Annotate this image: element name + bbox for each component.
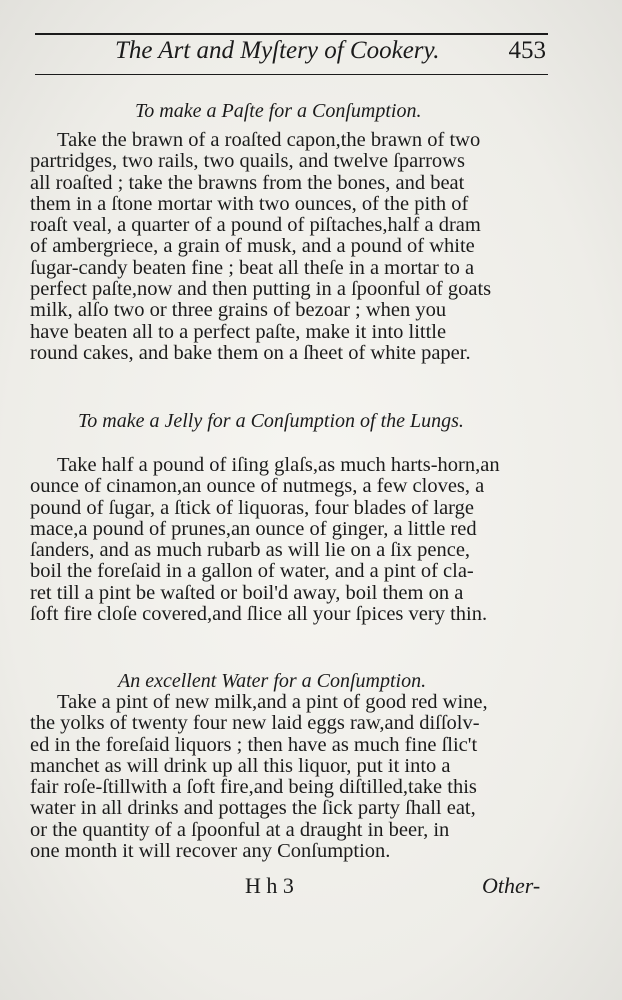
text-line: ounce of cinamon,an ounce of nutmegs, a few cloves, a xyxy=(30,475,485,498)
page-number: 453 xyxy=(508,37,546,64)
text-line: have beaten all to a perfect paſte, make it into little xyxy=(30,320,447,343)
text-line: the yolks of twenty four new laid eggs raw,and diſſolv- xyxy=(30,712,480,735)
text-line: boil the foreſaid in a gallon of water, and a pint of cla- xyxy=(30,560,474,583)
header-rule-bottom xyxy=(35,74,548,75)
text-line: Take half a pound of iſing glaſs,as much harts-horn,an xyxy=(57,454,500,476)
recipe-body xyxy=(30,692,540,862)
text-line: ret till a pint be waſted or boil'd away, boil them on a xyxy=(30,581,464,604)
text-line: ed in the foreſaid liquors ; then have as much fine ſlic't xyxy=(30,733,478,756)
text-line: milk, alſo two or three grains of bezoar ; when you xyxy=(30,299,447,322)
text-line: pound of ſugar, a ſtick of liquoras, four blades of large xyxy=(30,496,474,519)
catchword: Other- xyxy=(482,873,541,898)
text-line: mace,a pound of prunes,an ounce of ginger, a little red xyxy=(30,517,477,540)
recipe-heading: To make a Paſte for a Conſumption. xyxy=(135,100,422,122)
text-line: one month it will recover any Conſumption. xyxy=(30,840,391,863)
text-line: ſoft fire cloſe covered,and ſlice all your ſpices very thin. xyxy=(30,603,488,626)
text-line: Take the brawn of a roaſted capon,the brawn of two xyxy=(57,129,481,151)
page-header xyxy=(35,35,550,73)
text-line: roaſt veal, a quarter of a pound of piſtaches,half a dram xyxy=(30,214,481,237)
text-line: them in a ſtone mortar with two ounces, of the pith of xyxy=(30,192,469,215)
text-line: of ambergriece, a grain of musk, and a pound of white xyxy=(30,235,475,258)
running-title: The Art and Myſtery of Cookery. xyxy=(115,37,440,64)
signature-mark: H h 3 xyxy=(245,873,294,898)
recipe-body xyxy=(30,130,540,364)
recipe-heading: An excellent Water for a Conſumption. xyxy=(118,670,427,692)
text-line: or the quantity of a ſpoonful at a draught in beer, in xyxy=(30,818,450,841)
text-line: all roaſted ; take the brawns from the bones, and beat xyxy=(30,171,465,194)
text-line: Take a pint of new milk,and a pint of good red wine, xyxy=(57,691,488,713)
text-line: ſanders, and as much rubarb as will lie on a ſix pence, xyxy=(30,539,471,562)
text-line: fair roſe-ſtillwith a ſoft fire,and being diſtilled,take this xyxy=(30,776,477,799)
recipe-body xyxy=(30,455,540,625)
text-line: ſugar-candy beaten fine ; beat all theſe in a mortar to a xyxy=(30,256,475,279)
text-line: partridges, two rails, two quails, and twelve ſparrows xyxy=(30,150,465,173)
text-line: manchet as will drink up all this liquor, put it into a xyxy=(30,754,451,777)
text-line: perfect paſte,now and then putting in a ſpoonful of goats xyxy=(30,278,492,301)
recipe-heading: To make a Jelly for a Conſumption of the Lungs. xyxy=(78,410,464,432)
text-line: water in all drinks and pottages the ſick party ſhall eat, xyxy=(30,797,476,820)
text-line: round cakes, and bake them on a ſheet of white paper. xyxy=(30,341,471,364)
